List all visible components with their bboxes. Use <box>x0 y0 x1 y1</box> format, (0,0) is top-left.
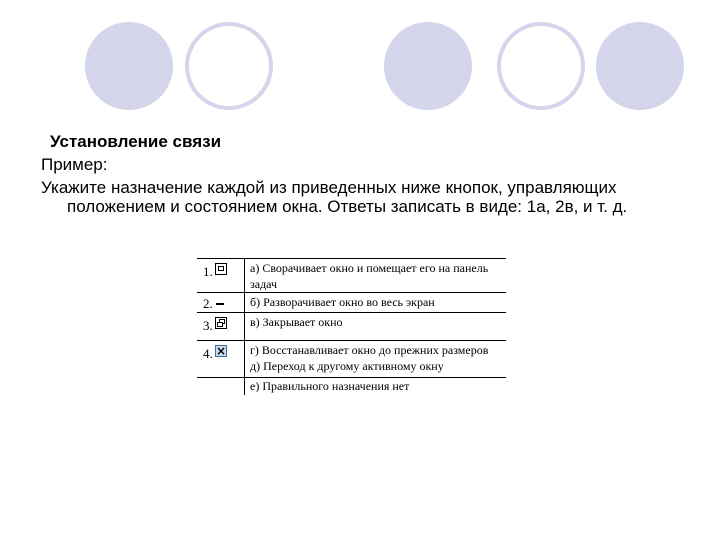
example-label: Пример: <box>41 155 108 174</box>
table-row <box>197 340 506 377</box>
answer-option: б) Разворачивает окно во весь экран <box>250 295 435 309</box>
answer-option-cont: задач <box>250 277 278 291</box>
table-row <box>197 312 506 340</box>
decor-circle-5 <box>596 22 684 110</box>
table-row <box>197 258 506 292</box>
answer-option: а) Сворачивает окно и помещает его на панель <box>250 261 489 275</box>
answer-option: е) Правильного назначения нет <box>250 379 410 393</box>
restore-button-icon <box>215 317 227 329</box>
row-number: 2. <box>203 296 213 311</box>
minimize-button-icon <box>215 296 227 308</box>
slide-heading: Установление связи <box>50 132 222 151</box>
answer-table <box>197 258 506 395</box>
table-row <box>197 292 506 312</box>
answer-option: д) Переход к другому активному окну <box>250 359 444 373</box>
row-number: 3. <box>203 318 213 333</box>
question-text: Укажите назначение каждой из приведенных ниже кнопок, управляющих положением и состоянием окна. Ответы записать в виде: 1а, 2в, и т. д. <box>41 178 628 216</box>
table-row <box>197 377 506 395</box>
answer-option: г) Восстанавливает окно до прежних размеров <box>250 343 489 357</box>
close-button-icon: × <box>216 344 227 358</box>
decor-circle-4 <box>497 22 585 110</box>
answer-option: в) Закрывает окно <box>250 315 343 329</box>
decor-circle-2 <box>185 22 273 110</box>
decor-circle-1 <box>85 22 173 110</box>
maximize-button-icon <box>215 263 227 275</box>
row-number: 1. <box>203 264 213 279</box>
decor-circle-3 <box>384 22 472 110</box>
row-number: 4. <box>203 346 213 361</box>
